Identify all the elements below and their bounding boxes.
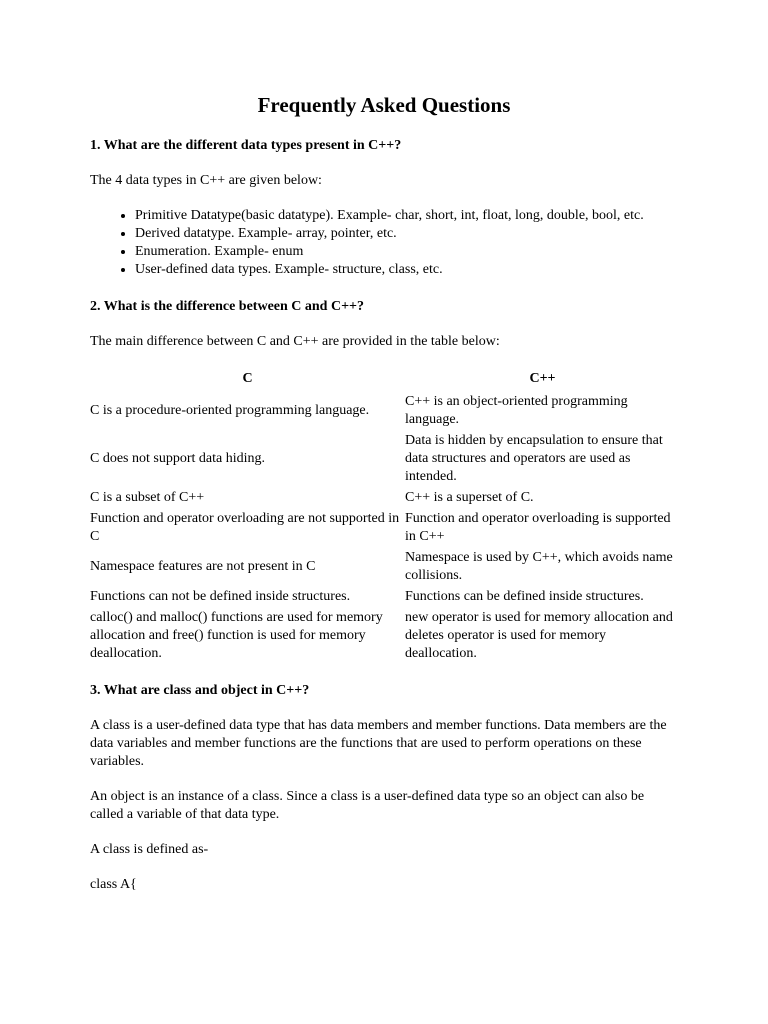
question-2-intro: The main difference between C and C++ are provided in the table below:	[90, 334, 500, 349]
list-item: • Derived datatype. Example- array, pointer, etc.	[135, 225, 678, 243]
question-1-intro: The 4 data types in C++ are given below:	[90, 173, 322, 188]
table-cell-cpp: Functions can be defined inside structures.	[405, 589, 644, 604]
table-cell-cpp: Namespace is used by C++, which avoids name collisions.	[405, 550, 673, 583]
table-row	[90, 548, 680, 587]
table-cell-c: C does not support data hiding.	[90, 451, 265, 466]
table-row	[90, 587, 680, 608]
table-cell-c: Namespace features are not present in C	[90, 559, 316, 574]
table-cell-c: Function and operator overloading are not supported in C	[90, 511, 400, 544]
table-row	[90, 509, 680, 548]
table-header-row	[90, 368, 680, 392]
code-line: class A{	[90, 877, 137, 892]
table-row	[90, 392, 680, 431]
table-cell-cpp: Data is hidden by encapsulation to ensure that data structures and operators are used as intended.	[405, 433, 663, 484]
table-cell-c: C is a procedure-oriented programming language.	[90, 403, 370, 418]
list-item: • Enumeration. Example- enum	[135, 243, 678, 261]
table-row	[90, 608, 680, 665]
page-title: Frequently Asked Questions	[257, 93, 511, 117]
c-vs-cpp-table	[90, 368, 680, 665]
table-cell-c: calloc() and malloc() functions are used for memory allocation and free() function is used for memory deallocation.	[90, 610, 383, 661]
table-row	[90, 488, 680, 509]
data-types-list	[90, 207, 678, 279]
column-header-cpp: C++	[529, 371, 556, 386]
table-cell-cpp: new operator is used for memory allocation and deletes operator is used for memory deallocation.	[405, 610, 673, 661]
table-row	[90, 431, 680, 488]
question-3-heading: 3. What are class and object in C++?	[90, 683, 310, 698]
table-cell-cpp: C++ is an object-oriented programming language.	[405, 394, 628, 427]
table-cell-c: Functions can not be defined inside structures.	[90, 589, 351, 604]
object-definition-paragraph: An object is an instance of a class. Since a class is a user-defined data type so an object can also be called a variable of that data type.	[90, 789, 645, 822]
column-header-c: C	[242, 371, 253, 386]
class-defined-as-text: A class is defined as-	[90, 842, 209, 857]
list-item: • User-defined data types. Example- structure, class, etc.	[135, 261, 678, 279]
question-2-heading: 2. What is the difference between C and C++?	[90, 299, 365, 314]
class-definition-paragraph: A class is a user-defined data type that has data members and member functions. Data members are the data variables and member functions are the functions that are used to perform operations on these variables.	[90, 718, 667, 769]
list-item: • Primitive Datatype(basic datatype). Example- char, short, int, float, long, double, bool, etc.	[135, 207, 678, 225]
table-cell-cpp: C++ is a superset of C.	[405, 490, 534, 505]
table-cell-cpp: Function and operator overloading is supported in C++	[405, 511, 671, 544]
table-cell-c: C is a subset of C++	[90, 490, 205, 505]
question-1-heading: 1. What are the different data types present in C++?	[90, 138, 402, 153]
